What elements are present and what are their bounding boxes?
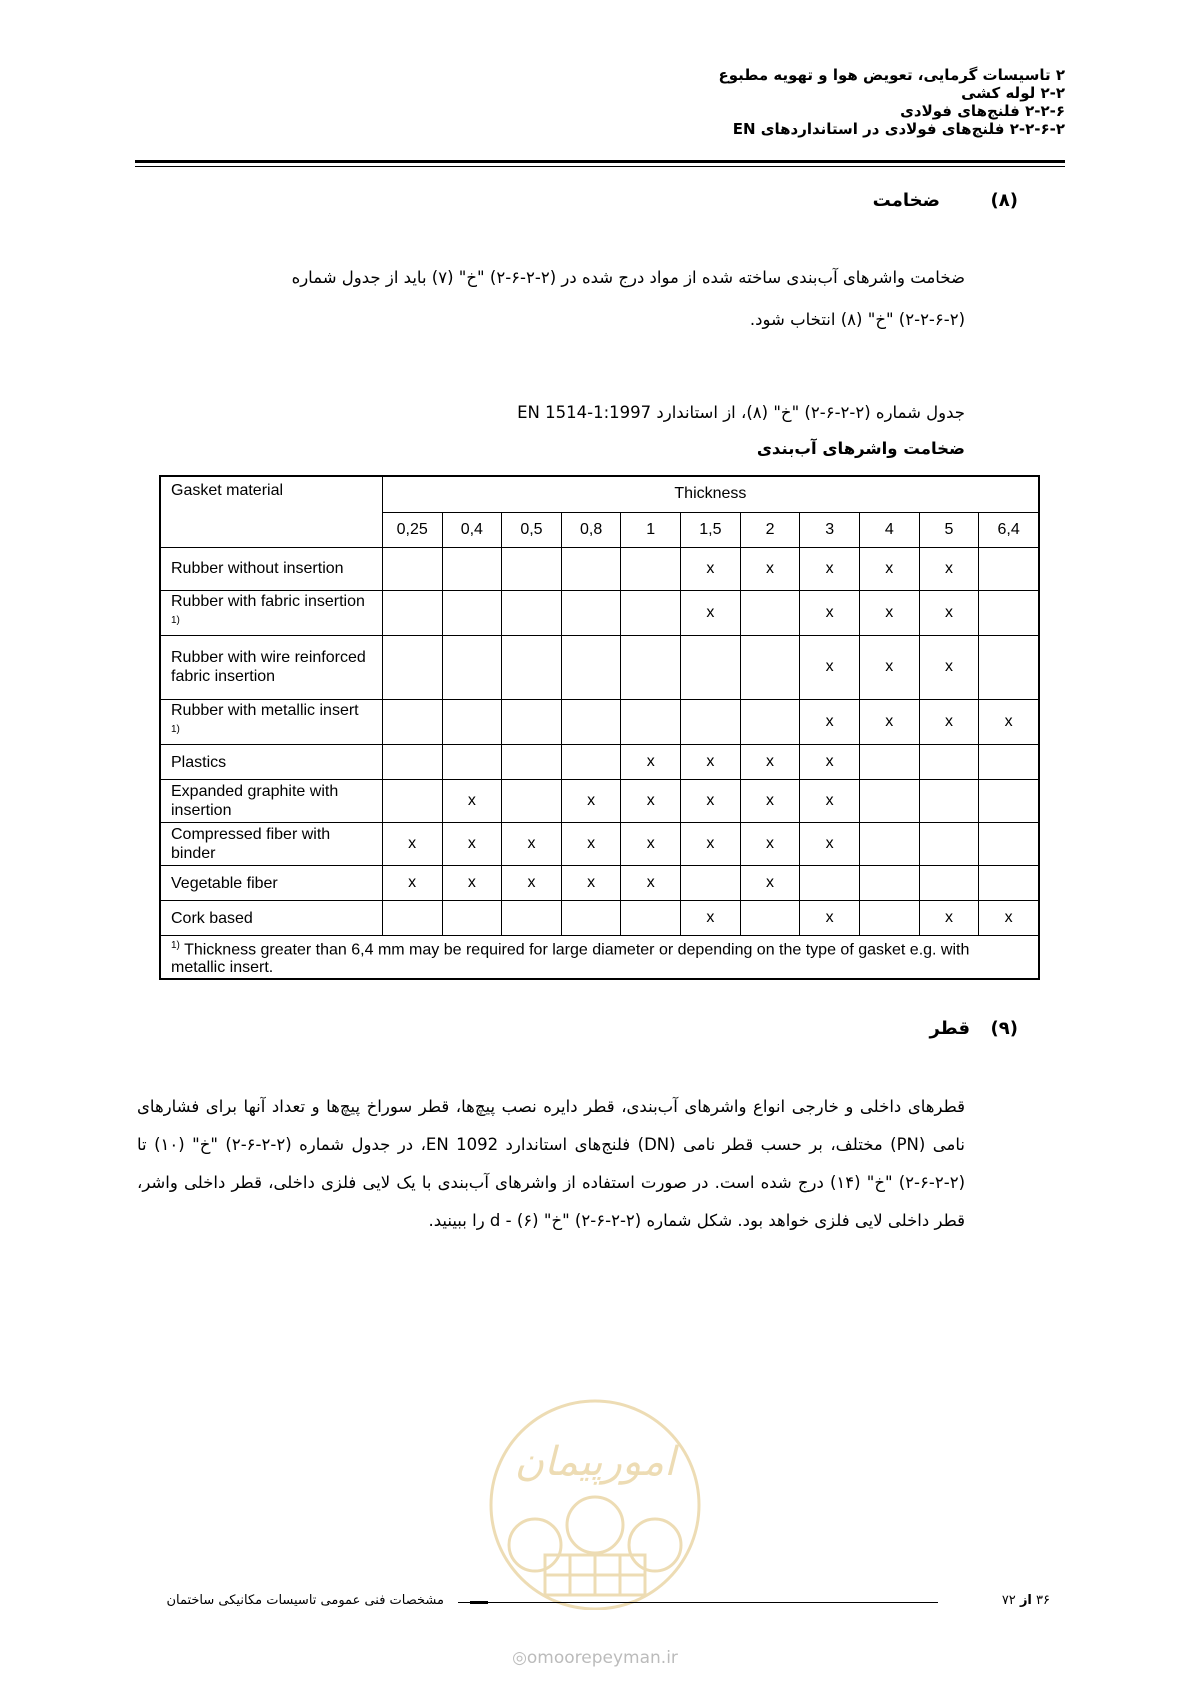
thickness-cell: x	[979, 901, 1039, 936]
column-header-1: 0,4	[442, 512, 502, 547]
section-9-number: (۹)	[990, 1018, 1018, 1039]
thickness-cell	[979, 780, 1039, 823]
thickness-cell: x	[740, 745, 800, 780]
thickness-cell	[859, 780, 919, 823]
header-rule-thin	[135, 166, 1065, 167]
section-8-number: (۸)	[990, 190, 1018, 211]
thickness-cell: x	[740, 866, 800, 901]
thickness-cell: x	[859, 699, 919, 744]
column-header-5: 1,5	[681, 512, 741, 547]
thickness-cell: x	[919, 901, 979, 936]
watermark-logo-text: امورپیمان	[514, 1439, 676, 1485]
thickness-cell: x	[561, 866, 621, 901]
material-name: Rubber with fabric insertion	[171, 592, 365, 610]
table-note-row	[160, 936, 1039, 980]
material-cell	[160, 866, 382, 901]
table-row	[160, 745, 1039, 780]
watermark-logo	[475, 1395, 715, 1610]
footer-rule	[458, 1602, 938, 1603]
thickness-cell: x	[442, 866, 502, 901]
thickness-cell	[859, 823, 919, 866]
thickness-cell	[740, 901, 800, 936]
thickness-cell: x	[800, 635, 860, 699]
table-row	[160, 635, 1039, 699]
thickness-cell: x	[681, 547, 741, 590]
page-number	[1002, 1593, 1050, 1608]
table-header-row-1	[160, 476, 1039, 512]
thickness-cell: x	[919, 590, 979, 635]
thickness-cell	[561, 745, 621, 780]
thickness-cell: x	[740, 547, 800, 590]
thickness-cell: x	[800, 745, 860, 780]
section-8-paragraph	[205, 257, 965, 341]
thickness-cell	[382, 635, 442, 699]
material-cell	[160, 699, 382, 744]
material-name: Expanded graphite with insertion	[171, 783, 339, 820]
header-line-3: ۲-۲-۶ فلنج‌های فولادی	[900, 102, 1065, 120]
thickness-cell: x	[979, 699, 1039, 744]
footer-rule-accent	[470, 1601, 488, 1604]
running-header	[365, 66, 1065, 138]
table-caption	[205, 395, 965, 467]
thickness-cell	[502, 699, 562, 744]
thickness-cell	[502, 547, 562, 590]
table-row	[160, 901, 1039, 936]
material-cell	[160, 901, 382, 936]
section-8-title: ضخامت	[872, 190, 940, 211]
footnote-marker: 1)	[171, 723, 180, 735]
thickness-cell	[621, 635, 681, 699]
thickness-cell	[859, 901, 919, 936]
material-cell	[160, 547, 382, 590]
thickness-cell	[561, 635, 621, 699]
column-header-10: 6,4	[979, 512, 1039, 547]
watermark-url-text: omoorepeyman.ir	[526, 1648, 678, 1668]
material-name: Rubber with wire reinforced fabric insertion	[171, 649, 366, 686]
thickness-cell	[382, 745, 442, 780]
thickness-cell	[382, 547, 442, 590]
header-gasket-material: Gasket material	[160, 476, 382, 547]
thickness-cell	[681, 635, 741, 699]
table-caption-number: جدول شماره (۲-۲-۶-۲) "خ" (۸)، از استاندارد EN 1514-1:1997	[517, 403, 965, 422]
table-row	[160, 547, 1039, 590]
thickness-cell: x	[919, 635, 979, 699]
thickness-cell: x	[800, 780, 860, 823]
column-header-2: 0,5	[502, 512, 562, 547]
thickness-cell	[979, 635, 1039, 699]
thickness-cell	[681, 699, 741, 744]
thickness-cell	[621, 699, 681, 744]
thickness-cell: x	[382, 866, 442, 901]
thickness-cell	[979, 547, 1039, 590]
thickness-cell	[621, 547, 681, 590]
thickness-cell	[561, 699, 621, 744]
thickness-cell: x	[681, 901, 741, 936]
table-row	[160, 780, 1039, 823]
page-total: ۷۲	[1001, 1593, 1016, 1608]
thickness-cell	[979, 745, 1039, 780]
thickness-cell	[442, 699, 502, 744]
thickness-cell	[979, 866, 1039, 901]
thickness-cell	[502, 635, 562, 699]
column-header-3: 0,8	[561, 512, 621, 547]
thickness-cell	[919, 866, 979, 901]
section-9-paragraph: قطرهای داخلی و خارجی انواع واشرهای آب‌بندی، قطر دایره نصب پیچ‌ها، قطر سوراخ پیچ‌ها و تعداد آنها برای فشارهای نامی (PN) مختلف، بر حسب قطر نامی (DN) فلنج‌های استاندارد EN 1092، در جدول شماره (۲-۲-۶-۲) "خ" (۱۰) تا (۲-۲-۶-۲) "خ" (۱۴) درج شده است. در صورت استفاده از واشرهای آب‌بندی با یک لایی فلزی داخلی، قطر داخلی واشر، قطر داخلی لایی فلزی خواهد بود. شکل شماره (۲-۲-۶-۲) "خ" (۶) - d را ببینید.	[137, 1097, 965, 1230]
column-header-4: 1	[621, 512, 681, 547]
table-row	[160, 699, 1039, 744]
thickness-cell: x	[382, 823, 442, 866]
thickness-cell	[502, 901, 562, 936]
thickness-cell	[502, 745, 562, 780]
material-cell	[160, 590, 382, 635]
thickness-cell	[502, 590, 562, 635]
material-cell	[160, 635, 382, 699]
header-thickness: Thickness	[382, 476, 1039, 512]
column-header-6: 2	[740, 512, 800, 547]
material-name: Rubber without insertion	[171, 560, 344, 577]
thickness-cell: x	[621, 823, 681, 866]
footnote-marker: 1)	[171, 614, 180, 626]
thickness-cell: x	[561, 823, 621, 866]
column-header-8: 4	[859, 512, 919, 547]
material-cell	[160, 745, 382, 780]
header-line-2: ۲-۲ لوله کشی	[961, 84, 1065, 102]
thickness-cell	[859, 866, 919, 901]
thickness-cell: x	[740, 780, 800, 823]
thickness-cell: x	[859, 547, 919, 590]
thickness-cell	[919, 823, 979, 866]
thickness-cell	[979, 590, 1039, 635]
thickness-cell: x	[681, 823, 741, 866]
thickness-cell	[442, 635, 502, 699]
header-rule-thick	[135, 160, 1065, 163]
page-of: از	[1019, 1593, 1032, 1608]
thickness-cell	[740, 635, 800, 699]
header-line-1: ۲ تاسیسات گرمایی، تعویض هوا و تهویه مطبوع	[718, 66, 1065, 84]
table-footnote	[160, 936, 1039, 980]
material-name: Cork based	[171, 909, 253, 927]
thickness-cell: x	[561, 780, 621, 823]
gasket-thickness-table	[159, 475, 1040, 980]
thickness-cell	[561, 547, 621, 590]
thickness-cell	[382, 699, 442, 744]
thickness-cell: x	[681, 780, 741, 823]
thickness-cell: x	[800, 590, 860, 635]
header-line-4: ۲-۲-۶-۲ فلنج‌های فولادی در استانداردهای EN	[732, 120, 1065, 138]
page-current: ۳۶	[1036, 1593, 1050, 1608]
thickness-cell	[442, 901, 502, 936]
thickness-cell	[442, 745, 502, 780]
thickness-cell	[442, 547, 502, 590]
thickness-cell	[740, 590, 800, 635]
material-name: Plastics	[171, 753, 227, 771]
material-cell	[160, 780, 382, 823]
section-8-line-2: (۲-۲-۶-۲) "خ" (۸) انتخاب شود.	[749, 310, 965, 329]
thickness-cell	[561, 590, 621, 635]
table-row	[160, 590, 1039, 635]
footer-title: مشخصات فنی عمومی تاسیسات مکانیکی ساختمان	[166, 1593, 444, 1608]
thickness-cell: x	[800, 547, 860, 590]
thickness-cell: x	[442, 823, 502, 866]
material-name: Vegetable fiber	[171, 874, 278, 892]
thickness-cell: x	[621, 866, 681, 901]
thickness-cell: x	[800, 699, 860, 744]
material-name: Compressed fiber with binder	[171, 826, 331, 863]
thickness-cell: x	[919, 699, 979, 744]
thickness-cell: x	[919, 547, 979, 590]
thickness-cell: x	[859, 635, 919, 699]
thickness-cell: x	[502, 866, 562, 901]
thickness-cell: x	[740, 823, 800, 866]
watermark-url: ◎omoorepeyman.ir	[512, 1648, 678, 1668]
section-9-title: قطر	[929, 1018, 970, 1039]
thickness-cell: x	[800, 823, 860, 866]
thickness-cell	[681, 866, 741, 901]
thickness-cell	[382, 901, 442, 936]
table-row	[160, 823, 1039, 866]
column-header-9: 5	[919, 512, 979, 547]
thickness-cell	[382, 780, 442, 823]
thickness-cell	[561, 901, 621, 936]
thickness-cell	[502, 780, 562, 823]
thickness-cell	[800, 866, 860, 901]
thickness-cell: x	[859, 590, 919, 635]
thickness-cell: x	[502, 823, 562, 866]
thickness-cell	[442, 590, 502, 635]
thickness-cell	[979, 823, 1039, 866]
footnote-text: Thickness greater than 6,4 mm may be required for large diameter or depending on the type of gasket e.g. with metallic insert.	[171, 941, 970, 977]
column-header-7: 3	[800, 512, 860, 547]
thickness-cell: x	[800, 901, 860, 936]
table-caption-title: ضخامت واشرهای آب‌بندی	[756, 439, 965, 458]
table-row	[160, 866, 1039, 901]
thickness-cell: x	[442, 780, 502, 823]
section-8-line-1: ضخامت واشرهای آب‌بندی ساخته شده از مواد درج شده در (۲-۲-۶-۲) "خ" (۷) باید از جدول شماره	[291, 268, 965, 287]
column-header-0: 0,25	[382, 512, 442, 547]
thickness-cell: x	[681, 590, 741, 635]
thickness-cell	[919, 745, 979, 780]
thickness-cell	[621, 901, 681, 936]
thickness-cell	[382, 590, 442, 635]
thickness-cell	[919, 780, 979, 823]
material-name: Rubber with metallic insert	[171, 701, 359, 719]
thickness-cell: x	[681, 745, 741, 780]
thickness-cell: x	[621, 780, 681, 823]
material-cell	[160, 823, 382, 866]
thickness-cell	[740, 699, 800, 744]
footnote-marker: 1)	[171, 940, 180, 952]
thickness-cell	[621, 590, 681, 635]
thickness-cell	[859, 745, 919, 780]
thickness-cell: x	[621, 745, 681, 780]
